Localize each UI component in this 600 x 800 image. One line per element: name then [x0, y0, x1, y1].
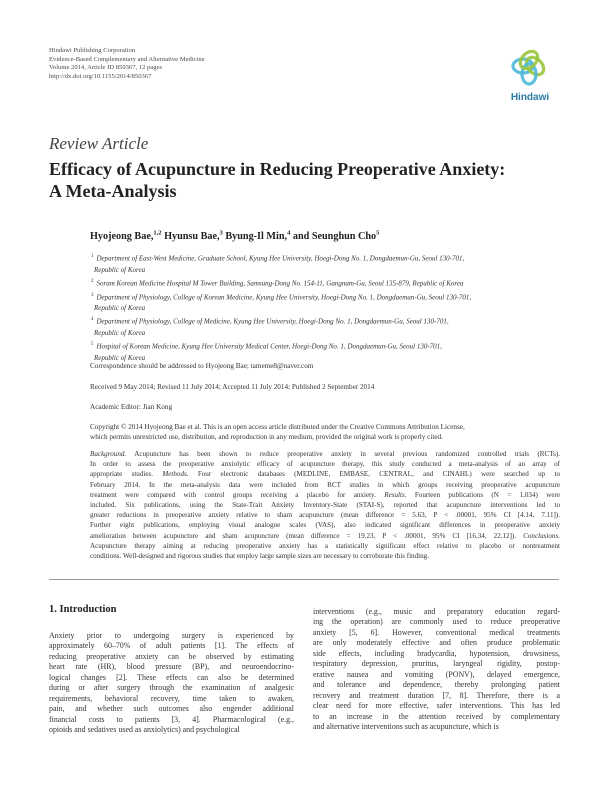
title-line: Efficacy of Acupuncture in Reducing Preoperative Anxiety: [49, 159, 506, 179]
publisher-name: Hindawi Publishing Corporation [49, 47, 136, 54]
section-divider [49, 579, 559, 580]
body-line: and alternative interventions such as acupuncture, which is [313, 721, 499, 731]
abstract-line: appropriate studies. Methods. Four electronic databases (MEDLINE, EMBASE, CENTRAL, and CINAHL) were searched up to [90, 470, 560, 479]
abstract-line: greater reductions in preoperative anxiety relative to sham acupuncture (mean difference = 5.63, P < .00001, 95% CI [4.14, 7.11]). [90, 511, 560, 520]
abstract-line: amelioration between acupuncture and sham acupuncture (mean difference = 19.23, P < .00001, 95% CI [16.34, 22.12]). Conclusions. [90, 531, 560, 540]
left-column-text [49, 631, 294, 736]
author: Byung-Il Min,$^4$ [225, 230, 291, 243]
author-list [90, 230, 379, 242]
affiliation-item: $^5$ Hospital of Korean Medicine, Kyung Hee University Medical Center, Hoegi-Dong No. 1, Dongdaemun-Gu, Seoul 130-701, Republic of Korea [91, 342, 442, 363]
body-line: recovery and treatment duration [7, 8]. Therefore, there is a [313, 690, 560, 700]
body-line: during or after surgery through the examination of analgesic [49, 683, 294, 693]
abstract-line: In order to assess the preoperative anxiolytic efficacy of acupuncture therapy, this study conducted a meta-analysis of an array of [90, 460, 560, 469]
body-line: financial costs to patients [3, 4]. Pharmacological (e.g., [49, 714, 294, 724]
body-line: side effects, including bradycardia, hypotension, drowsiness, [313, 648, 560, 658]
correspondence-note: Correspondence should be addressed to Hyojeong Bae; tameme8@naver.com [90, 362, 314, 370]
section-heading: 1. Introduction [49, 604, 117, 615]
body-line: pain, and whether such outcomes also engender additional [49, 704, 294, 714]
affiliation-item: $^4$ Department of Physiology, College of Medicine, Kyung Hee University, Hoegi-Dong No. 1, Dongdaemun-Gu, Seoul 130-701, Republic of Korea [91, 317, 449, 338]
body-line: approximately 60–70% of adult patients [1]. The effects of [49, 641, 294, 651]
abstract [90, 449, 560, 561]
affiliation-item: $^2$ Soram Korean Medicine Hospital M Tower Building, Samsung-Dong No. 154-11, Gangnam-Gu, Seoul 135-879, Republic of Korea [91, 278, 464, 288]
hindawi-logo-text: Hindawi [510, 92, 550, 103]
body-line: to an increase in the attention received by complementary [313, 711, 560, 721]
journal-header [49, 47, 205, 81]
abstract-line: Background. Acupuncture has been shown to reduce preoperative anxiety in several previous randomized controlled trials (RCTs). [90, 450, 560, 458]
publication-dates: Received 9 May 2014; Revised 11 July 2014; Accepted 11 July 2014; Published 2 September 2014 [90, 383, 375, 391]
abstract-line: conditions. Well-designed and rigorous studies that employ large sample sizes are necessary to corroborate this finding. [90, 552, 429, 561]
doi-link[interactable]: http://dx.doi.org/10.1155/2014/850367 [49, 72, 152, 80]
abstract-line: Acupuncture therapy aiming at reducing preoperative anxiety has a statistically significant effect relative to placebo or nontreatment [90, 541, 560, 550]
body-line: are only moderately effective and often produce problematic [313, 638, 560, 648]
body-line: and tolerance and dependence, thereby prolonging patient [313, 680, 560, 690]
title-line: A Meta-Analysis [49, 181, 177, 201]
abstract-line: included. Six publications, using the State-Trait Anxiety Inventory-State (STAI-S), reported that acupuncture interventions led to [90, 501, 560, 510]
body-line: anxiety [5, 6]. However, conventional medical treatments [313, 627, 560, 637]
affiliation-item: $^3$ Department of Physiology, College of Korean Medicine, Kyung Hee University, Hoegi-Dong No. 1, Dongdaemun-Gu, Seoul 130-701, Republic of Korea [91, 292, 472, 313]
affiliation-item: $^1$ Department of East-West Medicine, Graduate School, Kyung Hee University, Hoegi-Dong No. 1, Dongdaemun-Gu, Seoul 130-701, Republic of Korea [91, 254, 465, 274]
journal-name: Evidence-Based Complementary and Alternative Medicine [49, 55, 205, 63]
volume-info: Volume 2014, Article ID 850367, 12 pages [49, 64, 163, 72]
author: Hyojeong Bae,$^{1,2}$ [90, 230, 162, 243]
body-line: ing the operation) are commonly used to reduce preoperative [313, 617, 560, 627]
body-line: clear need for more effective, safer interventions. This has led [313, 701, 560, 711]
body-line: Anxiety prior to undergoing surgery is experienced by [49, 631, 294, 640]
affiliation-list [90, 251, 560, 364]
body-line: respiratory depression, pruritus, laryngeal rigidity, postop- [313, 659, 560, 669]
body-line: interventions (e.g., music and preparatory education regard- [313, 607, 560, 616]
academic-editor: Academic Editor: Jian Kong [90, 403, 173, 411]
author: Hyunsu Bae,$^3$ [164, 230, 223, 243]
body-line: logical changes [2]. These effects can also be determined [49, 672, 294, 682]
article-type: Review Article [49, 134, 149, 153]
body-line: heart rate (HR), blood pressure (BP), and neuroendocrino- [49, 662, 294, 672]
abstract-line: Further eight publications, employing visual analogue scales (VAS), also indicated significant differences in preoperative anxiety [90, 521, 560, 530]
abstract-line: treatment were compared with control groups receiving a placebo for anxiety. Results. Fourteen publications (N = 1,034) were [90, 490, 560, 499]
article-title [49, 158, 549, 202]
right-column-text [313, 607, 560, 732]
body-line: reducing preoperative anxiety can be observed by estimating [49, 651, 294, 661]
copyright-notice: Copyright © 2014 Hyojeong Bae et al. This is an open access article distributed under the Creative Commons Attribution License, which permits unrestricted use, distribution, and reproduction in any medium, provided the original work is properly cited. [90, 423, 465, 441]
body-line: opioids and sedatives used as anxiolytics) and psychological [49, 725, 240, 735]
abstract-line: February 2014. In the meta-analysis data were included from RCT studies in which groups receiving preoperative acupuncture [90, 480, 560, 489]
body-line: requirements, behavioral recovery, time taken to awaken, [49, 693, 294, 703]
body-line: erative nausea and vomiting (PONV), delayed emergence, [313, 669, 560, 679]
author: and Seunghun Cho$^5$ [292, 230, 380, 243]
